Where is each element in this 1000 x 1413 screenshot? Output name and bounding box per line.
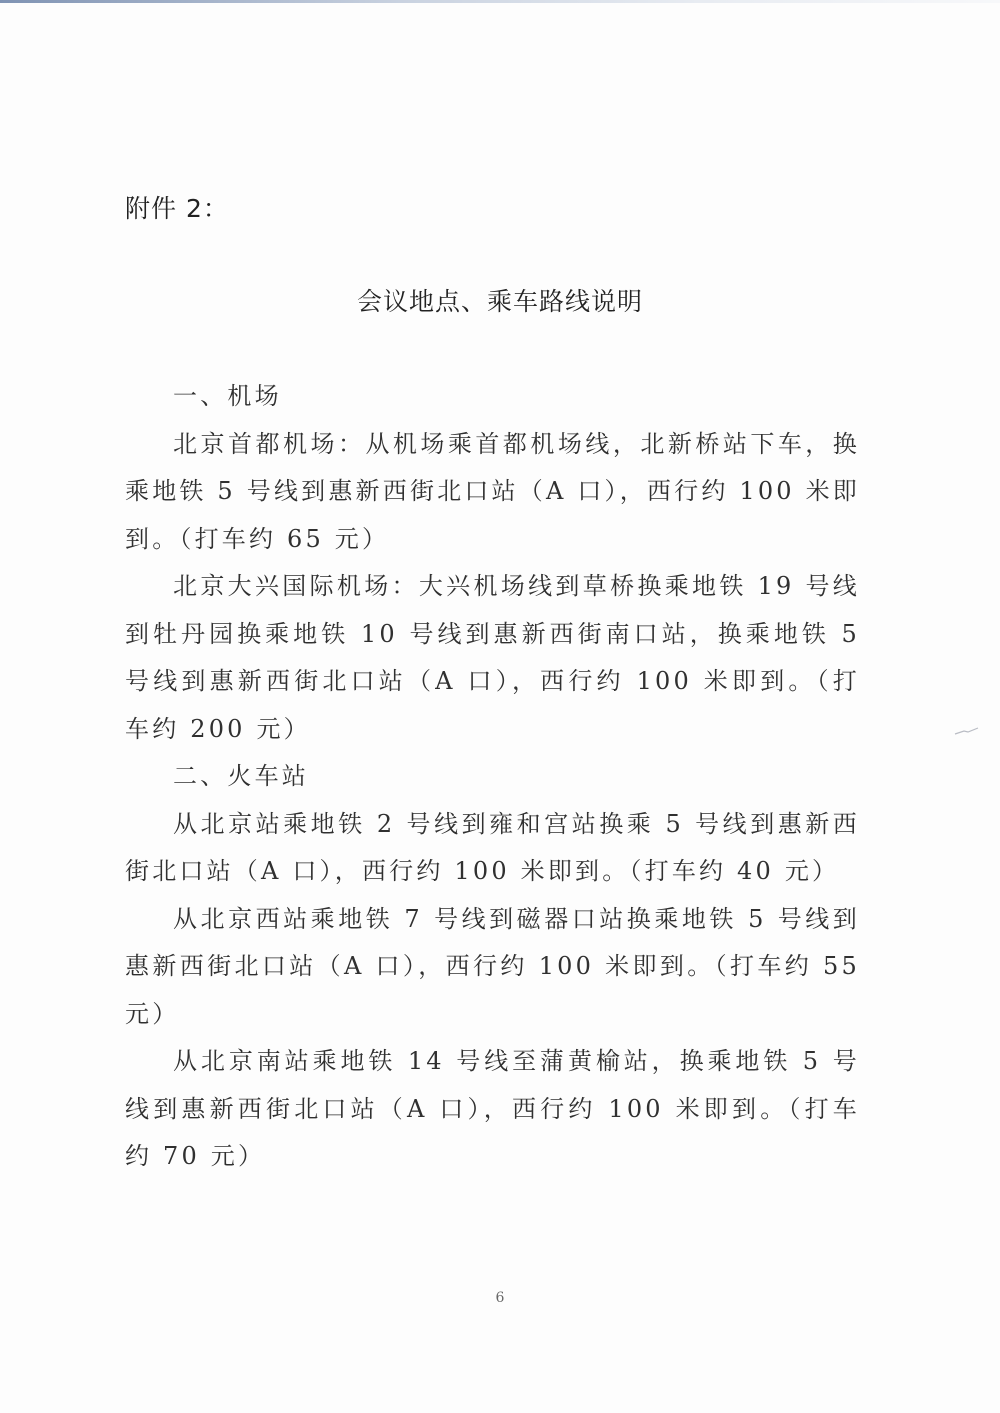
page-number: 6	[495, 1290, 505, 1306]
page-title: 会议地点、乘车路线说明	[356, 287, 643, 316]
attachment-label: 附件 2：	[125, 194, 229, 223]
section-heading-airport: 一、机场	[173, 382, 282, 410]
paragraph-beijing-west-station: 从北京西站乘地铁 7 号线到磁器口站换乘地铁 5 号线到惠新西街北口站（A 口），西行约 100 米即到。（打车约 55 元）	[125, 904, 860, 1028]
paragraph-capital-airport: 北京首都机场：从机场乘首都机场线，北新桥站下车，换乘地铁 5 号线到惠新西街北口站（A 口），西行约 100 米即到。（打车约 65 元）	[125, 429, 860, 553]
paragraph-beijing-south-station: 从北京南站乘地铁 14 号线至蒲黄榆站，换乘地铁 5 号线到惠新西街北口站（A 口），西行约 100 米即到。（打车约 70 元）	[125, 1047, 860, 1170]
scan-top-edge	[0, 0, 1000, 3]
paragraph-beijing-station: 从北京站乘地铁 2 号线到雍和宫站换乘 5 号线到惠新西街北口站（A 口），西行约 100 米即到。（打车约 40 元）	[125, 809, 860, 885]
section-heading-railway-station: 二、火车站	[173, 762, 309, 790]
paragraph-daxing-airport: 北京大兴国际机场：大兴机场线到草桥换乘地铁 19 号线到牡丹园换乘地铁 10 号线到惠新西街南口站，换乘地铁 5 号线到惠新西街北口站（A 口），西行约 100 米即到。（打车约 200 元）	[125, 572, 860, 743]
scan-mark-icon	[954, 726, 980, 736]
document-body	[125, 373, 860, 1181]
